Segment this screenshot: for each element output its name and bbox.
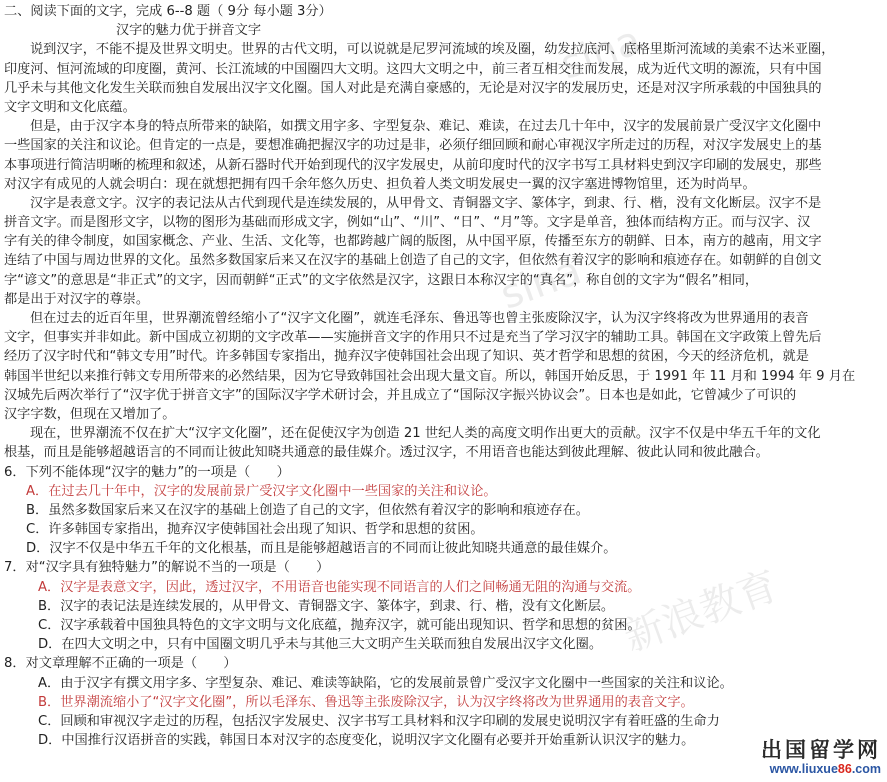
paragraph-3 [4,194,884,309]
option-a[interactable]: A．由于汉字有撰文用字多、字型复杂、难记、难读等缺陷，它的发展前景曾广受汉字文化圈中一些国家的关注和议论。 [38,675,733,691]
paragraph-line: 但在过去的近百年里，世界潮流曾经缩小了“汉字文化圈”，就连毛泽东、鲁迅等也曾主张废除汉字，认为汉字终将改为世界通用的表音 [30,311,809,326]
paragraph-line: 拼音文字。而是图形文字，以物的图形为基础而形成文字，例如“山”、“川”、“日”、“月”等。文字是单音，独体而结构方正。而与汉字、汉 [4,215,811,231]
question-8 [4,654,884,750]
paragraph-line: 本事项进行简洁明晰的梳理和叙述，从新石器时代开始到现代的汉字发展史，从前印度时代的汉字书写工具材料史到汉字印刷的发展史，那些 [4,157,822,173]
watermark-sina-2: sina [494,247,588,319]
paragraph-line: 字有关的律令制度，如国家概念、产业、生活、文化等，也都跨越广阔的版图，从中国平原，传播至东方的朝鲜、日本，南方的越南，用文字 [4,234,822,250]
watermark-sina-3: 新浪教育 [618,562,785,661]
option-b-answer[interactable]: B．世界潮流缩小了“汉字文化圈”，所以毛泽东、鲁迅等主张废除汉字，认为汉字终将改为世界通用的表音文字。 [38,694,694,710]
paragraph-line: 汉字是表意文字。汉字的表记法从古代到现代是连续发展的，从甲骨文、青铜器文字、篆体字，到隶、行、楷，没有文化断层。汉字不是 [30,195,822,211]
logo-url [761,762,881,776]
watermark-sina-1: sina [554,17,648,89]
question-stem: 7．对“汉字具有独特魅力”的解说不当的一项是（ ） [4,560,330,576]
option-c[interactable]: C．汉字承载着中国独具特色的文字文明与文化底蕴，抛弃汉字，就可能出现知识、哲学和思想的贫困。 [38,618,641,633]
question-6 [4,463,884,559]
paragraph-2 [4,117,884,194]
paragraph-1 [4,40,884,117]
option-a-answer[interactable]: A．汉字是表意文字，因此，透过汉字，不用语音也能实现不同语言的人们之间畅通无阻的沟通与交流。 [38,579,641,595]
article-title: 汉字的魅力优于拼音文字 [116,23,262,39]
paragraph-line: 现在，世界潮流不仅在扩大“汉字文化圈”，还在促使汉字为创造 21 世纪人类的高度文明作出更大的贡献。汉字不仅是中华五千年的文化 [30,426,821,442]
paragraph-line: 印度河、恒河流域的印度圈，黄河、长江流域的中国圈四大文明。这四大文明之中，前三者互相交往而发展，成为近代文明的源流，只有中国 [4,61,822,77]
option-d[interactable]: D．中国推行汉语拼音的实践，韩国日本对汉字的态度变化，说明汉字文化圈有必要并开始重新认识汉字的魅力。 [38,733,695,749]
option-c[interactable]: C．回顾和审视汉字走过的历程，包括汉字发展史、汉字书写工具材料和汉字印刷的发展史说明汉字有着旺盛的生命力 [38,713,720,729]
paragraph-line: 说到汉字，不能不提及世界文明史。世界的古代文明，可以说就是尼罗河流域的埃及圈，幼发拉底河、底格里斯河流域的美索不达米亚圈， [30,42,835,58]
paragraph-5 [4,424,884,462]
paragraph-line: 但是，由于汉字本身的特点所带来的缺陷，如撰文用字多、字型复杂、难记、难读，在过去几十年中，汉字的发展前景广受汉字文化圈中 [30,119,822,135]
question-7 [4,558,884,654]
option-d[interactable]: D．在四大文明之中，只有中国圈文明几乎未与其他三大文明产生关联而独自发展出汉字文化圈。 [38,637,603,653]
site-logo[interactable] [759,738,883,776]
paragraph-line: 经历了汉字时代和“韩文专用”时代。许多韩国专家指出，抛弃汉字使韩国社会出现了知识、英才哲学和思想的贫困，今天的经济危机，就是 [4,349,809,365]
logo-name: 出国留学网 [761,738,881,762]
option-a-answer[interactable]: A．在过去几十年中，汉字的发展前景广受汉字文化圈中一些国家的关注和议论。 [26,483,497,499]
logo-url-suffix: .com [851,762,881,776]
paragraph-line: 对汉字有成见的人就会明白：现在就想把拥有四千余年悠久历史、担负着人类文明发展史一翼的汉字塞进博物馆里，还为时尚早。 [4,176,756,192]
paragraph-line: 连结了中国与周边世界的文化。虽然多数国家后来又在汉字的基础上创造了自己的文字，但依然有着汉字的影响和痕迹存在。如朝鲜的自创文 [4,253,822,269]
logo-url-highlight: 86 [837,762,852,776]
paragraph-line: 文字，但事实并非如此。新中国成立初期的文字改革——实施拼音文字的作用只不过是充当了学习汉字的辅助工具。韩国在文字政策上曾先后 [4,330,822,346]
section-header: 二、阅读下面的文字，完成 6--8 题（ 9分 每小题 3分） [4,4,332,19]
paragraph-line: 字“谚文”的意思是“非正式”的文字，因而朝鲜“正式”的文字依然是汉字，这跟日本称汉字的“真名”，称自创的文字为“假名”相同， [4,272,759,288]
option-b[interactable]: B．汉字的表记法是连续发展的，从甲骨文、青铜器文字、篆体字，到隶、行、楷，没有文化断层。 [38,598,615,614]
paragraph-line: 一些国家的关注和议论。但肯定的一点是，要想准确把握汉字的功过是非，必须仔细回顾和耐心审视汉字所走过的历程，对汉字发展史上的基 [4,138,822,154]
paragraph-4 [4,309,884,424]
paragraph-line: 根基，而且是能够超越语言的不同而让彼此知晓共通意的最佳媒介。透过汉字，不用语音也能达到彼此理解、彼此认同和彼此融合。 [4,445,769,461]
paragraph-line: 都是出于对汉字的尊崇。 [4,291,150,307]
paragraph-line: 韩国半世纪以来推行韩文专用所带来的必然结果，因为它导致韩国社会出现大量文盲。所以，韩国开始反思，于 1991 年 11 月和 1994 年 9 月在 [4,368,856,384]
paragraph-line: 几乎未与其他文化发生关联而独自发展出汉字文化圈。国人对此是充满自豪感的，无论是对汉字的发展历史，还是对汉字所承载的中国独具的 [4,80,822,96]
paragraph-line: 汉城先后两次举行了“汉字优于拼音文字”的国际汉字学术研讨会，并且成立了“国际汉字振兴协议会”。日本也是如此，它曾减少了可识的 [4,387,797,403]
paragraph-line: 文字文明和文化底蕴。 [4,99,136,115]
option-c[interactable]: C．许多韩国专家指出，抛弃汉字使韩国社会出现了知识、哲学和思想的贫困。 [26,522,484,538]
question-stem: 6．下列不能体现“汉字的魅力”的一项是（ ） [4,464,290,480]
option-b[interactable]: B．虽然多数国家后来又在汉字的基础上创造了自己的文字，但依然有着汉字的影响和痕迹存在。 [26,502,589,518]
paragraph-line: 汉字字数，但现在又增加了。 [4,406,176,422]
question-stem: 8．对文章理解不正确的一项是（ ） [4,656,237,672]
reading-document [4,2,884,750]
option-d[interactable]: D．汉字不仅是中华五千年的文化根基，而且是能够超越语言的不同而让彼此知晓共通意的最佳媒介。 [26,541,617,557]
logo-url-prefix: www.liuxue [769,762,838,776]
